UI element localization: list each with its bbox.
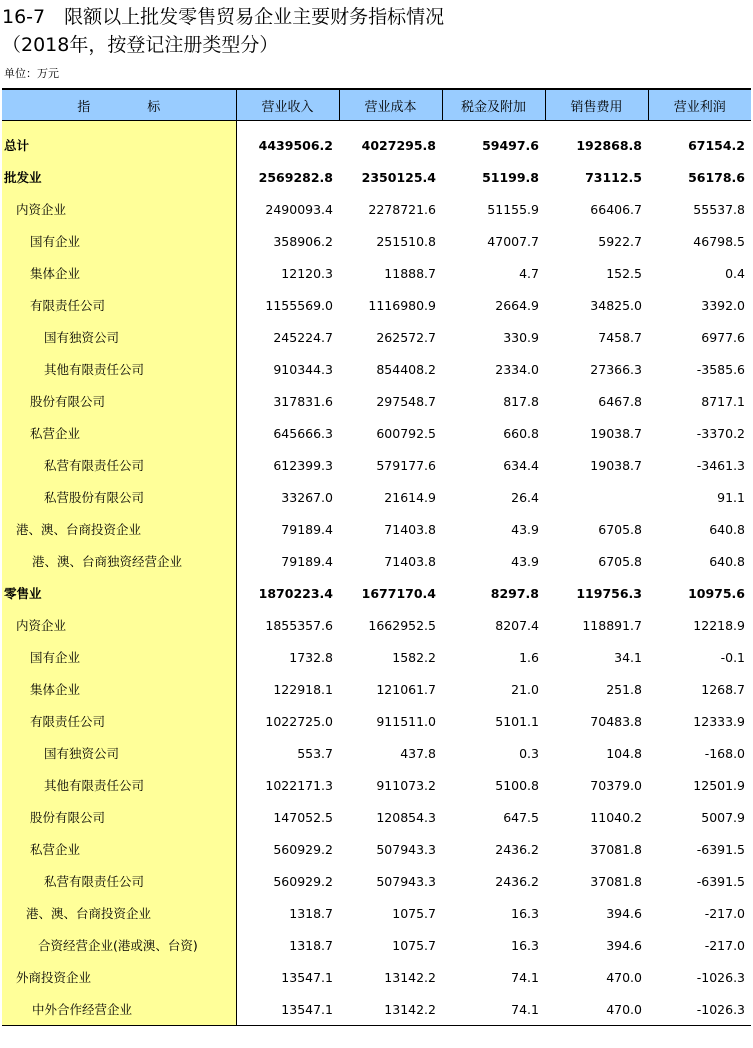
row-value: 560929.2 <box>273 841 333 857</box>
row-value: 507943.3 <box>376 841 436 857</box>
table-row <box>2 289 751 321</box>
row-value: 27366.3 <box>590 361 642 377</box>
row-value: 2436.2 <box>495 841 539 857</box>
row-value: 560929.2 <box>273 873 333 889</box>
table-row <box>2 481 751 513</box>
row-value: 12218.9 <box>693 617 745 633</box>
row-value: 4027295.8 <box>361 137 436 153</box>
row-value: 6705.8 <box>598 553 642 569</box>
table-row <box>2 705 751 737</box>
row-value: 19038.7 <box>590 425 642 441</box>
row-value: 4.7 <box>519 265 539 281</box>
row-label: 集体企业 <box>2 257 236 289</box>
table-title: 16-7 限额以上批发零售贸易企业主要财务指标情况 <box>2 6 445 28</box>
row-value: 507943.3 <box>376 873 436 889</box>
row-value: 4439506.2 <box>258 137 333 153</box>
row-value: 394.6 <box>606 937 642 953</box>
row-label: 港、澳、台商投资企业 <box>2 897 236 929</box>
row-value: 12501.9 <box>693 777 745 793</box>
row-value: 2350125.4 <box>361 169 436 185</box>
table-subtitle: （2018年，按登记注册类型分） <box>2 34 279 56</box>
row-value: 6467.8 <box>598 393 642 409</box>
row-value: 74.1 <box>442 993 545 1026</box>
row-value: 13547.1 <box>236 993 339 1026</box>
header-operating-profit: 营业利润 <box>648 89 751 121</box>
row-value: 43.9 <box>511 553 539 569</box>
row-label: 其他有限责任公司 <box>2 353 236 385</box>
row-value: 579177.6 <box>376 457 436 473</box>
row-label: 港、澳、台商独资经营企业 <box>2 545 236 577</box>
row-label: 国有企业 <box>2 641 236 673</box>
row-value: 8717.1 <box>701 393 745 409</box>
row-value: 33267.0 <box>281 489 333 505</box>
row-value: 911073.2 <box>376 777 436 793</box>
row-value: 1318.7 <box>289 905 333 921</box>
row-value: 1677170.4 <box>361 585 436 601</box>
header-operating-revenue: 营业收入 <box>236 89 339 121</box>
row-label: 集体企业 <box>2 673 236 705</box>
row-value: 21.0 <box>511 681 539 697</box>
row-value: 647.5 <box>503 809 539 825</box>
row-label: 有限责任公司 <box>2 289 236 321</box>
row-value: 0.4 <box>725 265 745 281</box>
row-value: 1.6 <box>519 649 539 665</box>
row-value: 70483.8 <box>590 713 642 729</box>
row-value: 1870223.4 <box>258 585 333 601</box>
table-row <box>2 993 751 1026</box>
row-value: 1268.7 <box>701 681 745 697</box>
row-value: 1075.7 <box>392 937 436 953</box>
row-label: 股份有限公司 <box>2 385 236 417</box>
header-row <box>2 89 751 121</box>
row-value: -1026.3 <box>648 993 751 1026</box>
row-value: 34.1 <box>614 649 642 665</box>
row-value: 51199.8 <box>482 169 539 185</box>
row-value: 245224.7 <box>273 329 333 345</box>
row-value: 437.8 <box>400 745 436 761</box>
row-value: 251510.8 <box>376 233 436 249</box>
row-value: 11040.2 <box>590 809 642 825</box>
table-row <box>2 577 751 609</box>
row-value: 911511.0 <box>376 713 436 729</box>
row-value: 21614.9 <box>384 489 436 505</box>
row-value: 1582.2 <box>392 649 436 665</box>
row-value: 0.3 <box>519 745 539 761</box>
row-value: 8297.8 <box>490 585 539 601</box>
table-row <box>2 385 751 417</box>
row-value: 16.3 <box>511 937 539 953</box>
row-value: 2569282.8 <box>258 169 333 185</box>
header-taxes-surcharges: 税金及附加 <box>442 89 545 121</box>
row-value: 46798.5 <box>693 233 745 249</box>
row-value: 251.8 <box>606 681 642 697</box>
row-value: 66406.7 <box>590 201 642 217</box>
row-value: -0.1 <box>720 649 745 665</box>
row-label: 批发业 <box>2 161 236 193</box>
row-value: -3370.2 <box>696 425 745 441</box>
row-value: 59497.6 <box>482 137 539 153</box>
row-label: 私营企业 <box>2 833 236 865</box>
row-value: 56178.6 <box>688 169 745 185</box>
row-label: 中外合作经营企业 <box>2 993 236 1026</box>
table-row <box>2 513 751 545</box>
table-row <box>2 353 751 385</box>
table-row <box>2 193 751 225</box>
row-value: 553.7 <box>297 745 333 761</box>
row-label: 私营有限责任公司 <box>2 449 236 481</box>
row-value: -6391.5 <box>696 841 745 857</box>
table-row <box>2 449 751 481</box>
row-value: 5007.9 <box>701 809 745 825</box>
row-value: 1022725.0 <box>265 713 333 729</box>
row-value: 5101.1 <box>495 713 539 729</box>
row-value: 1075.7 <box>392 905 436 921</box>
row-value: 79189.4 <box>281 521 333 537</box>
row-value: -3461.3 <box>696 457 745 473</box>
row-value: 71403.8 <box>384 521 436 537</box>
row-value: -1026.3 <box>696 969 745 985</box>
row-label: 国有独资公司 <box>2 321 236 353</box>
row-value: 16.3 <box>511 905 539 921</box>
row-value: -6391.5 <box>696 873 745 889</box>
row-label: 港、澳、台商投资企业 <box>2 513 236 545</box>
financial-indicators-table <box>2 88 751 1026</box>
row-value: 55537.8 <box>693 201 745 217</box>
table-row <box>2 129 751 161</box>
row-value: 358906.2 <box>273 233 333 249</box>
table-row <box>2 897 751 929</box>
row-value: 74.1 <box>511 969 539 985</box>
row-label: 有限责任公司 <box>2 705 236 737</box>
row-value: 104.8 <box>606 745 642 761</box>
row-label: 私营有限责任公司 <box>2 865 236 897</box>
row-value: -3585.6 <box>696 361 745 377</box>
row-value: 817.8 <box>503 393 539 409</box>
row-value: 121061.7 <box>376 681 436 697</box>
row-value: 640.8 <box>709 553 745 569</box>
row-value: 1318.7 <box>289 937 333 953</box>
row-value: 1155569.0 <box>265 297 333 313</box>
row-value: 37081.8 <box>590 841 642 857</box>
row-value: 7458.7 <box>598 329 642 345</box>
row-value: -217.0 <box>704 937 745 953</box>
row-value: 470.0 <box>545 993 648 1026</box>
table-row <box>2 225 751 257</box>
table-row <box>2 929 751 961</box>
row-value: -168.0 <box>704 745 745 761</box>
row-value: 91.1 <box>717 489 745 505</box>
row-value: 470.0 <box>606 969 642 985</box>
row-value: 13547.1 <box>281 969 333 985</box>
row-value: 2490093.4 <box>265 201 333 217</box>
row-value: 12333.9 <box>693 713 745 729</box>
row-value: 19038.7 <box>590 457 642 473</box>
row-label: 国有企业 <box>2 225 236 257</box>
row-value: 118891.7 <box>582 617 642 633</box>
row-value: 262572.7 <box>376 329 436 345</box>
row-value: 51155.9 <box>487 201 539 217</box>
table-row <box>2 257 751 289</box>
row-value: 26.4 <box>511 489 539 505</box>
row-label: 股份有限公司 <box>2 801 236 833</box>
table-row <box>2 833 751 865</box>
row-value: 10975.6 <box>688 585 745 601</box>
table-row <box>2 641 751 673</box>
table-row <box>2 545 751 577</box>
row-label: 私营企业 <box>2 417 236 449</box>
header-indicator: 指 标 <box>2 89 236 121</box>
row-value: 634.4 <box>503 457 539 473</box>
row-value: 6977.6 <box>701 329 745 345</box>
row-label: 内资企业 <box>2 193 236 225</box>
table-row <box>2 865 751 897</box>
row-value: 67154.2 <box>688 137 745 153</box>
row-value: 2436.2 <box>495 873 539 889</box>
row-value: 152.5 <box>606 265 642 281</box>
row-value: 5922.7 <box>598 233 642 249</box>
header-operating-cost: 营业成本 <box>339 89 442 121</box>
table-row <box>2 161 751 193</box>
row-value: 910344.3 <box>273 361 333 377</box>
table-row <box>2 673 751 705</box>
row-value: 297548.7 <box>376 393 436 409</box>
row-value: 6705.8 <box>598 521 642 537</box>
row-value: 394.6 <box>606 905 642 921</box>
spacer-row <box>2 121 751 130</box>
row-label: 合资经营企业(港或澳、台资) <box>2 929 236 961</box>
table-row <box>2 609 751 641</box>
row-value: 120854.3 <box>376 809 436 825</box>
table-row <box>2 801 751 833</box>
row-value: 640.8 <box>709 521 745 537</box>
row-label: 其他有限责任公司 <box>2 769 236 801</box>
row-value: 79189.4 <box>281 553 333 569</box>
row-value: 70379.0 <box>590 777 642 793</box>
row-value: 122918.1 <box>273 681 333 697</box>
row-value: 5100.8 <box>495 777 539 793</box>
row-value: 13142.2 <box>339 993 442 1026</box>
row-value: 1662952.5 <box>368 617 436 633</box>
row-value: 13142.2 <box>384 969 436 985</box>
row-value: 37081.8 <box>590 873 642 889</box>
unit-label: 单位：万元 <box>4 67 59 80</box>
table-row <box>2 321 751 353</box>
row-value <box>545 481 648 513</box>
row-value: 1116980.9 <box>368 297 436 313</box>
row-value: 330.9 <box>503 329 539 345</box>
row-value: 1732.8 <box>289 649 333 665</box>
row-value: 2664.9 <box>495 297 539 313</box>
row-label: 国有独资公司 <box>2 737 236 769</box>
header-selling-expenses: 销售费用 <box>545 89 648 121</box>
row-label: 零售业 <box>2 577 236 609</box>
row-value: 1022171.3 <box>265 777 333 793</box>
row-value: 73112.5 <box>585 169 642 185</box>
row-value: 12120.3 <box>281 265 333 281</box>
row-label: 内资企业 <box>2 609 236 641</box>
row-value: 43.9 <box>511 521 539 537</box>
row-value: 854408.2 <box>376 361 436 377</box>
row-value: 2278721.6 <box>368 201 436 217</box>
row-value: 612399.3 <box>273 457 333 473</box>
row-label: 外商投资企业 <box>2 961 236 993</box>
table-row <box>2 769 751 801</box>
row-value: 317831.6 <box>273 393 333 409</box>
row-value: 2334.0 <box>495 361 539 377</box>
table-row <box>2 737 751 769</box>
row-value: 645666.3 <box>273 425 333 441</box>
row-value: 660.8 <box>503 425 539 441</box>
row-value: 3392.0 <box>701 297 745 313</box>
row-value: 71403.8 <box>384 553 436 569</box>
row-label: 总计 <box>2 129 236 161</box>
table-row <box>2 961 751 993</box>
row-label: 私营股份有限公司 <box>2 481 236 513</box>
row-value: 192868.8 <box>576 137 642 153</box>
row-value: 147052.5 <box>273 809 333 825</box>
row-value: 1855357.6 <box>265 617 333 633</box>
row-value: 119756.3 <box>576 585 642 601</box>
row-value: 34825.0 <box>590 297 642 313</box>
table-row <box>2 417 751 449</box>
row-value: 11888.7 <box>384 265 436 281</box>
row-value: 8207.4 <box>495 617 539 633</box>
row-value: 600792.5 <box>376 425 436 441</box>
row-value: 47007.7 <box>487 233 539 249</box>
row-value: -217.0 <box>704 905 745 921</box>
